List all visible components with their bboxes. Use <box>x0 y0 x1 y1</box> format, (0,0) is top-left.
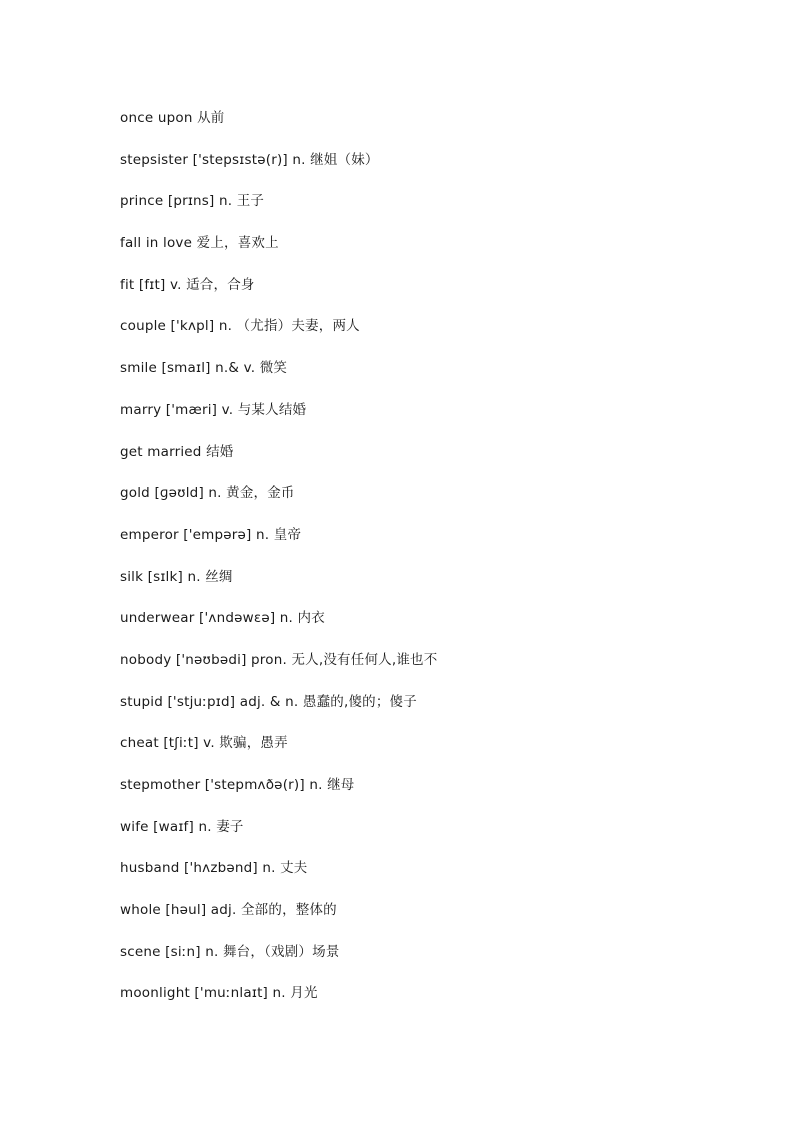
vocab-entry: couple ['kʌpl] n. （尤指）夫妻，两人 <box>120 318 360 335</box>
vocab-entry: fall in love 爱上，喜欢上 <box>120 235 279 252</box>
vocab-entry: husband ['hʌzbənd] n. 丈夫 <box>120 860 308 877</box>
vocab-entry: smile [smaɪl] n.& v. 微笑 <box>120 360 288 377</box>
vocab-entry: emperor ['empərə] n. 皇帝 <box>120 526 302 543</box>
vocab-entry: marry ['mæri] v. 与某人结婚 <box>120 401 307 418</box>
vocabulary-list <box>120 107 437 1024</box>
vocab-entry: gold [ɡəʊld] n. 黄金，金币 <box>120 485 295 502</box>
vocab-entry: stepmother ['stepmʌðə(r)] n. 继母 <box>120 777 355 793</box>
vocab-entry: scene [siːn] n. 舞台，（戏剧）场景 <box>120 943 340 960</box>
vocab-entry: once upon 从前 <box>120 110 225 126</box>
vocab-entry: fit [fɪt] v. 适合，合身 <box>120 276 255 293</box>
vocab-entry: whole [həul] adj. 全部的，整体的 <box>120 902 337 919</box>
vocab-entry: stupid ['stjuːpɪd] adj. & n. 愚蠢的,傻的；傻子 <box>120 693 417 710</box>
vocab-entry: wife [waɪf] n. 妻子 <box>120 818 244 835</box>
vocab-entry: moonlight ['muːnlaɪt] n. 月光 <box>120 985 318 1002</box>
vocab-entry: silk [sɪlk] n. 丝绸 <box>120 568 233 585</box>
vocab-entry: stepsister ['stepsɪstə(r)] n. 继姐（妹） <box>120 151 379 168</box>
vocab-entry: nobody ['nəʊbədi] pron. 无人,没有任何人,谁也不 <box>120 651 438 668</box>
vocab-entry: prince [prɪns] n. 王子 <box>120 193 265 210</box>
vocab-entry: get married 结婚 <box>120 443 234 460</box>
vocab-entry: cheat [tʃiːt] v. 欺骗，愚弄 <box>120 735 288 752</box>
vocab-entry: underwear ['ʌndəwɛə] n. 内衣 <box>120 610 325 627</box>
